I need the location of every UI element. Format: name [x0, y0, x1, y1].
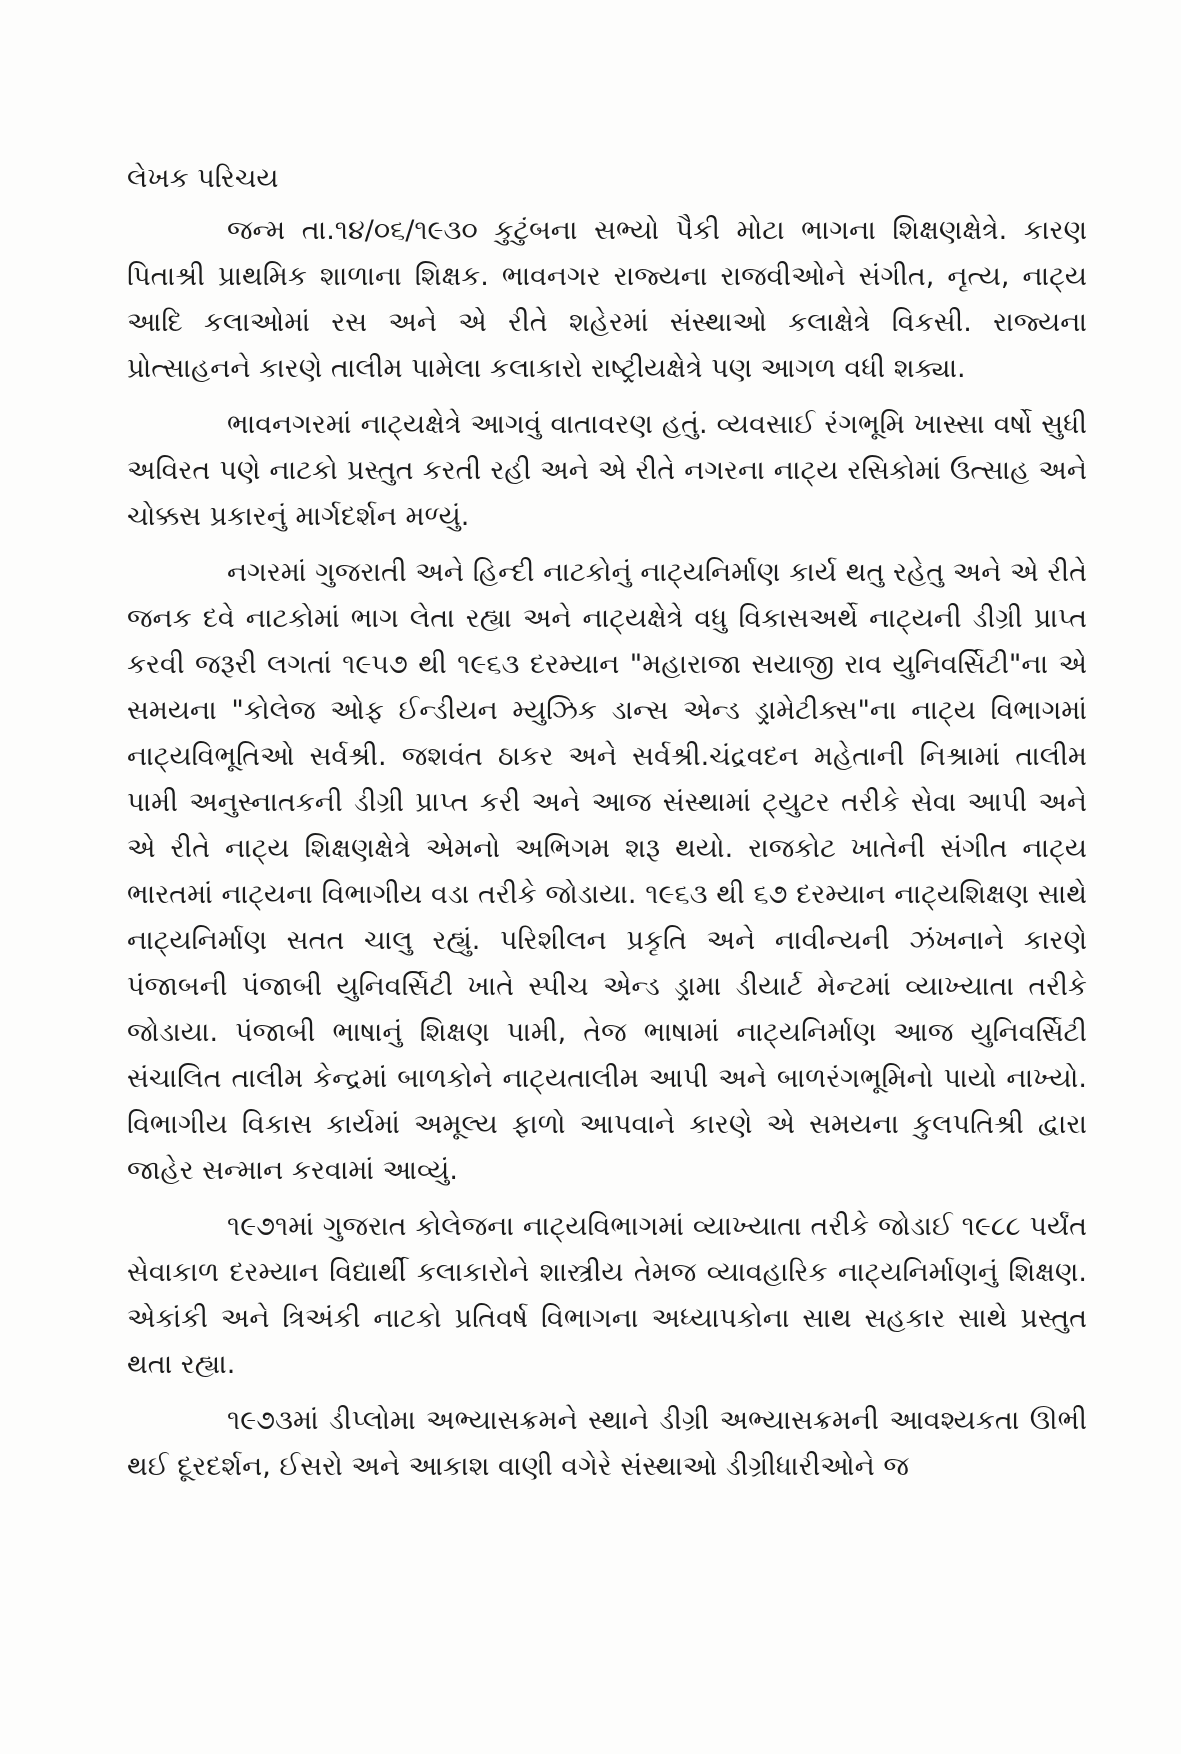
- paragraph-gujarat-college: ૧૯૭૧માં ગુજરાત કોલેજના નાટ્યવિભાગમાં વ્યાખ્યાતા તરીકે જોડાઈ ૧૯૮૮ પર્યંત સેવાકાળ દરમ્યાન વિદ્યાર્થી કલાકારોને શાસ્ત્રીય તેમજ વ્યાવહારિક નાટ્યનિર્માણનું શિક્ષણ. એકાંકી અને ત્રિઅંકી નાટકો પ્રતિવર્ષ વિભાગના અધ્યાપકોના સાથ સહકાર સાથે પ્રસ્તુત થતા રહ્યા.: [127, 1211, 1087, 1380]
- paragraph-birth: જન્મ તા.૧૪/૦૬/૧૯૩૦ કુટુંબના સભ્યો પૈકી મોટા ભાગના શિક્ષણક્ષેત્રે. કારણ પિતાશ્રી પ્રાથમિક શાળાના શિક્ષક. ભાવનગર રાજ્યના રાજવીઓને સંગીત, નૃત્ય, નાટ્ય આદિ કલાઓમાં રસ અને એ રીતે શહેરમાં સંસ્થાઓ કલાક્ષેત્રે વિકસી. રાજ્યના પ્રોત્સાહનને કારણે તાલીમ પામેલા કલાકારો રાષ્ટ્રીયક્ષેત્રે પણ આગળ વધી શક્યા.: [127, 215, 1087, 384]
- section-heading: લેખક પરિચય: [127, 163, 279, 194]
- paragraph-career: નગરમાં ગુજરાતી અને હિન્દી નાટકોનું નાટ્યનિર્માણ કાર્ય થતુ રહેતુ અને એ રીતે જનક દવે નાટકોમાં ભાગ લેતા રહ્યા અને નાટ્યક્ષેત્રે વધુ વિકાસઅર્થે નાટ્યની ડીગ્રી પ્રાપ્ત કરવી જરૂરી લગતાં ૧૯૫૭ થી ૧૯૬૩ દરમ્યાન "મહારાજા સયાજી રાવ યુનિવર્સિટી"ના એ સમયના "કોલેજ ઓફ ઈન્ડીયન મ્યુઝિક ડાન્સ એન્ડ ડ્રામેટીક્સ"ના નાટ્ય વિભાગમાં નાટ્યવિભૂતિઓ સર્વશ્રી. જશવંત ઠાકર અને સર્વશ્રી.ચંદ્રવદન મહેતાની નિશ્રામાં તાલીમ પામી અનુસ્નાતકની ડીગ્રી પ્રાપ્ત કરી અને આજ સંસ્થામાં ટ્યુટર તરીકે સેવા આપી અને એ રીતે નાટ્ય શિક્ષણક્ષેત્રે એમનો અભિગમ શરૂ થયો. રાજકોટ ખાતેની સંગીત નાટ્ય ભારતમાં નાટ્યના વિભાગીય વડા તરીકે જોડાયા. ૧૯૬૩ થી ૬૭ દરમ્યાન નાટ્યશિક્ષણ સાથે નાટ્યનિર્માણ સતત ચાલુ રહ્યું. પરિશીલન પ્રકૃતિ અને નાવીન્યની ઝંખનાને કારણે પંજાબની પંજાબી યુનિવર્સિટી ખાતે સ્પીચ એન્ડ ડ્રામા ડીયાર્ટ મેન્ટમાં વ્યાખ્યાતા તરીકે જોડાયા. પંજાબી ભાષાનું શિક્ષણ પામી, તેજ ભાષામાં નાટ્યનિર્માણ આજ યુનિવર્સિટી સંચાલિત તાલીમ કેન્દ્રમાં બાળકોને નાટ્યતાલીમ આપી અને બાળરંગભૂમિનો પાયો નાખ્યો. વિભાગીય વિકાસ કાર્યમાં અમૂલ્ય ફાળો આપવાને કારણે એ સમયના કુલપતિશ્રી દ્વારા જાહેર સન્માન કરવામાં આવ્યું.: [127, 557, 1087, 1186]
- document-body: [127, 150, 1087, 1490]
- paragraph-degree-course: ૧૯૭૩માં ડીપ્લોમા અભ્યાસક્રમને સ્થાને ડીગ્રી અભ્યાસક્રમની આવશ્યકતા ઊભી થઈ દૂરદર્શન, ઈસરો અને આકાશ વાણી વગેરે સંસ્થાઓ ડીગ્રીધારીઓને જ: [127, 1405, 1087, 1482]
- paragraph-bhavnagar: ભાવનગરમાં નાટ્યક્ષેત્રે આગવું વાતાવરણ હતું. વ્યવસાઈ રંગભૂમિ ખાસ્સા વર્ષો સુધી અવિરત પણે નાટકો પ્રસ્તુત કરતી રહી અને એ રીતે નગરના નાટ્ય રસિકોમાં ઉત્સાહ અને ચોક્કસ પ્રકારનું માર્ગદર્શન મળ્યું.: [127, 409, 1087, 532]
